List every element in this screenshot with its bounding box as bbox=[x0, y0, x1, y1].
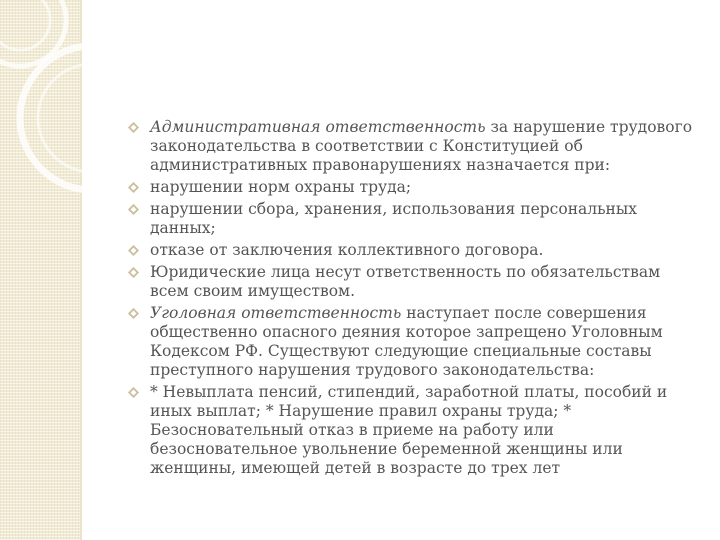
list-item bbox=[128, 383, 702, 478]
concentric-circles-icon bbox=[0, 0, 82, 540]
diamond-bullet-icon bbox=[128, 308, 139, 319]
list-item bbox=[128, 241, 702, 260]
bullet-list bbox=[128, 118, 702, 478]
slide-body bbox=[128, 118, 702, 481]
list-item bbox=[128, 178, 702, 197]
list-item bbox=[128, 263, 702, 301]
item-text: * Невыплата пенсий, стипендий, заработной платы, пособий и иных выплат; * Нарушение правил охраны труда; * Безосновательный отказ в приеме на работу или безосновательное увольнение беременной женщины или женщины, имеющей детей в возрасте до трех лет bbox=[150, 383, 668, 477]
diamond-bullet-icon bbox=[128, 245, 139, 256]
item-text: Юридические лица несут ответственность по обязательствам всем своим имуществом. bbox=[150, 263, 661, 300]
diamond-bullet-icon bbox=[128, 182, 139, 193]
diamond-bullet-icon bbox=[128, 122, 139, 133]
item-text: наступает после совершения общественно опасного деяния которое запрещено Уголовным Кодексом РФ. Существуют следующие специальные составы преступного нарушения трудового законодательства: bbox=[150, 304, 663, 379]
diamond-bullet-icon bbox=[128, 204, 139, 215]
list-item bbox=[128, 200, 702, 238]
item-text: нарушении норм охраны труда; bbox=[150, 178, 412, 196]
diamond-bullet-icon bbox=[128, 267, 139, 278]
list-item bbox=[128, 118, 702, 175]
italic-term: Уголовная ответственность bbox=[150, 304, 402, 322]
item-text: нарушении сбора, хранения, использования персональных данных; bbox=[150, 200, 637, 237]
italic-term: Административная ответственность bbox=[150, 118, 486, 136]
item-text: за нарушение трудового законодательства в соответствии с Конституцией об административных правонарушениях назначается при: bbox=[150, 118, 693, 174]
diamond-bullet-icon bbox=[128, 387, 139, 398]
item-text: отказе от заключения коллективного договора. bbox=[150, 241, 544, 259]
list-item bbox=[128, 304, 702, 380]
